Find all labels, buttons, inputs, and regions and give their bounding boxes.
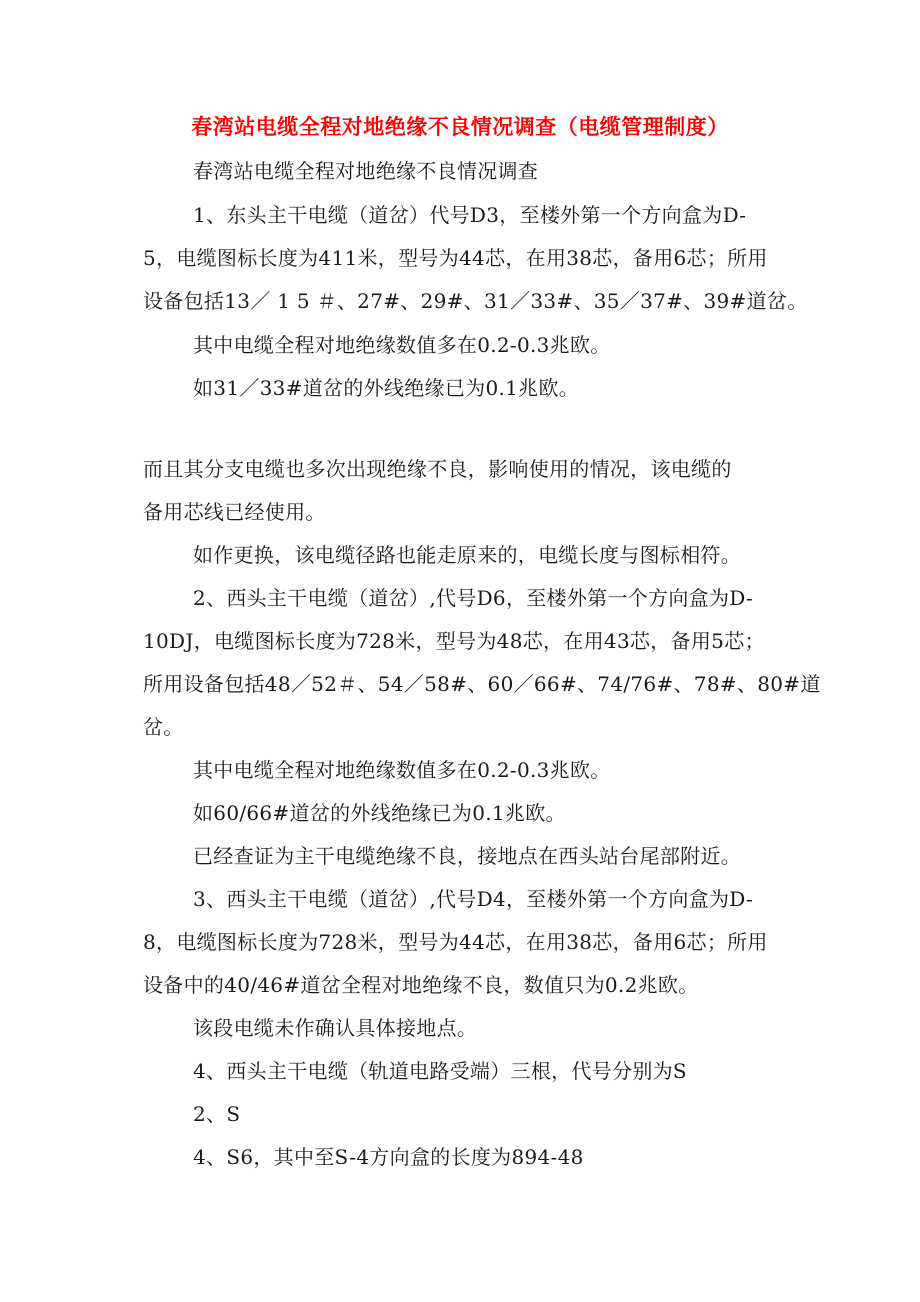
paragraph-line: 3、西头主干电缆（道岔）,代号D4，至楼外第一个方向盒为D-	[193, 887, 754, 911]
paragraph-line: 岔。	[143, 715, 184, 739]
paragraph-line: 设备包括13／ 1 5 ＃、27#、29#、31／33#、35／37#、39#道岔。	[143, 289, 808, 313]
paragraph-line: 1、东头主干电缆（道岔）代号D3，至楼外第一个方向盒为D-	[193, 203, 747, 227]
paragraph-line: 其中电缆全程对地绝缘数值多在0.2-0.3兆欧。	[193, 333, 611, 357]
paragraph-line: 2、西头主干电缆（道岔）,代号D6，至楼外第一个方向盒为D-	[193, 586, 754, 610]
paragraph-line: 其中电缆全程对地绝缘数值多在0.2-0.3兆欧。	[193, 758, 611, 782]
document-title: 春湾站电缆全程对地绝缘不良情况调查（电缆管理制度）	[191, 115, 729, 139]
paragraph-line: 备用芯线已经使用。	[143, 500, 326, 524]
paragraph-line: 8，电缆图标长度为728米，型号为44芯，在用38芯，备用6芯；所用	[143, 930, 768, 954]
paragraph-line: 该段电缆未作确认具体接地点。	[193, 1016, 478, 1040]
subtitle-line: 春湾站电缆全程对地绝缘不良情况调查	[193, 159, 539, 183]
paragraph-line: 5，电缆图标长度为411米，型号为44芯，在用38芯，备用6芯；所用	[143, 246, 768, 270]
paragraph-line: 如60/66#道岔的外线绝缘已为0.1兆欧。	[193, 801, 566, 825]
paragraph-line: 如31／33#道岔的外线绝缘已为0.1兆欧。	[193, 376, 580, 400]
paragraph-line: 4、西头主干电缆（轨道电路受端）三根，代号分别为S	[193, 1059, 687, 1083]
paragraph-line: 而且其分支电缆也多次出现绝缘不良，影响使用的情况，该电缆的	[143, 457, 732, 481]
paragraph-line: 设备中的40/46#道岔全程对地绝缘不良，数值只为0.2兆欧。	[143, 973, 699, 997]
paragraph-line: 已经查证为主干电缆绝缘不良，接地点在西头站台尾部附近。	[193, 844, 742, 868]
paragraph-line: 10DJ，电缆图标长度为728米，型号为48芯，在用43芯，备用5芯；	[143, 629, 765, 653]
paragraph-line: 4、S6，其中至S-4方向盒的长度为894-48	[193, 1145, 584, 1169]
paragraph-line: 如作更换，该电缆径路也能走原来的，电缆长度与图标相符。	[193, 543, 742, 567]
paragraph-line: 所用设备包括48／52＃、54／58#、60／66#、74/76#、78#、80#道	[143, 672, 821, 696]
paragraph-line: 2、S	[193, 1102, 241, 1126]
